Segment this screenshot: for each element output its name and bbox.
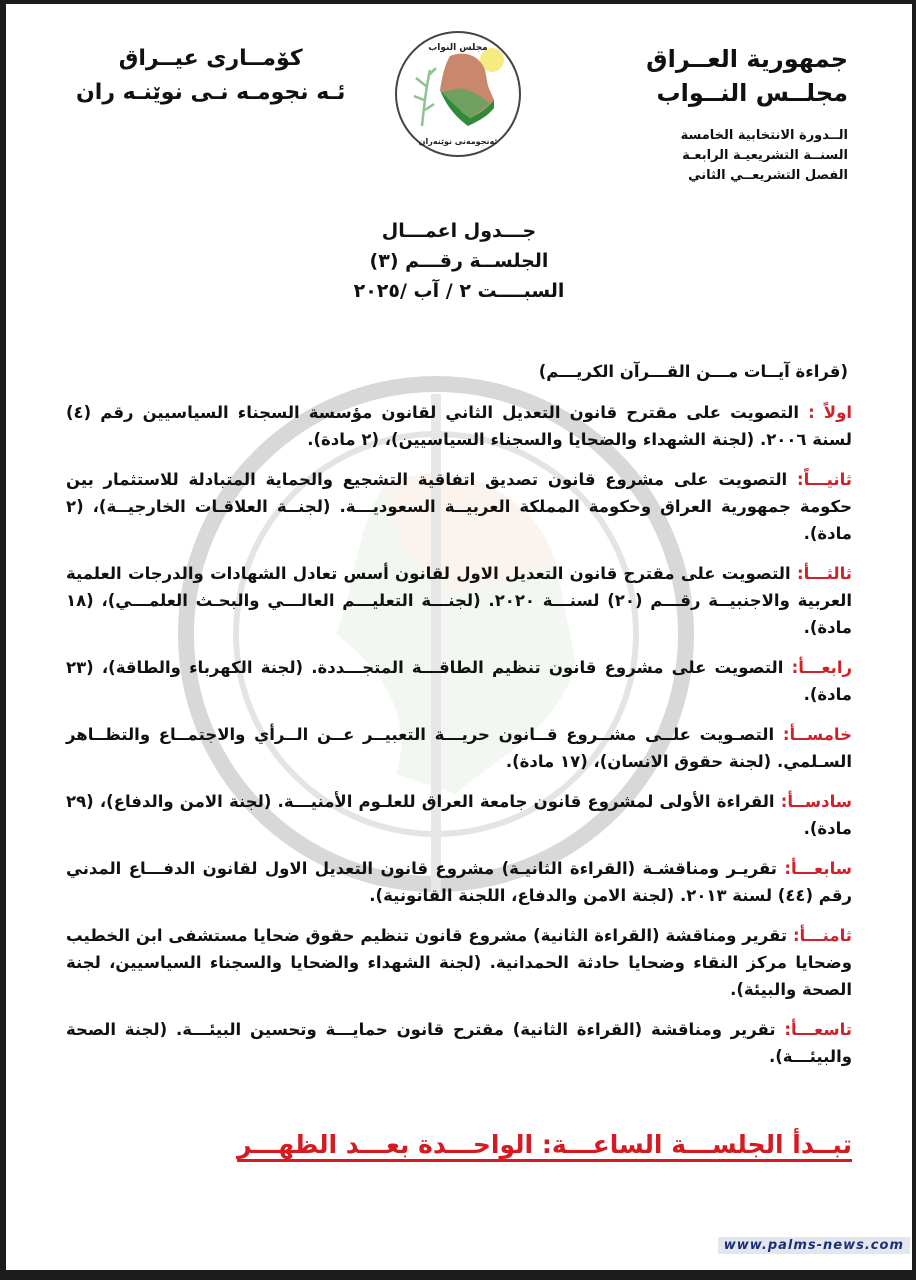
agenda-item-label: خامســأ: (782, 725, 853, 744)
agenda-item-label: تاسعـــأ: (784, 1020, 852, 1039)
electoral-cycle: الــدورة الانتخابية الخامسة (680, 128, 848, 143)
agenda-item-label: رابعـــأ: (791, 658, 852, 677)
agenda-item-text: التصويت على مشروع قانون تصديق اتفاقية التشجيع والحماية المتبادلة للاستثمار بين حكومة جمهورية العراق وحكومة المملكة العربيــة السعوديـــة. (لجنــة العلاقـات الخارجيــة)، (٢ مادة). (66, 470, 852, 543)
agenda-body (66, 358, 852, 1083)
session-date: السبــــت ٢ / آب /٢٠٢٥ (353, 280, 565, 302)
agenda-heading: جـــدول اعمـــال (381, 220, 537, 242)
header-right (646, 42, 848, 186)
quran-reading: (قراءة آيــات مـــن القـــرآن الكريـــم) (538, 362, 848, 381)
country-name-kurdish: كۆمــارى عيــراق (118, 46, 303, 71)
agenda-item-label: ثانيـــاً: (796, 470, 853, 489)
agenda-item (66, 654, 852, 708)
parliament-logo-icon (390, 26, 526, 162)
header-left (76, 42, 345, 110)
council-name-kurdish: ئـه نجومـه نـى نوێنـه ران (76, 80, 346, 105)
agenda-item (66, 922, 852, 1003)
agenda-item-label: سابعـــأ: (784, 859, 852, 878)
council-name: مجلــس النــواب (656, 79, 848, 107)
agenda-item (66, 855, 852, 909)
agenda-items (66, 399, 852, 1070)
agenda-title (6, 216, 912, 306)
agenda-item-label: ثامنـــأ: (792, 926, 852, 945)
agenda-item (66, 1016, 852, 1070)
agenda-item-text: تقرير ومناقشة (القراءة الثانية) مشروع قانون تنظيم حقوق ضحايا مستشفى ابن الخطيب وضحايا مركز النقاء وضحايا حادثة الحمدانية. (لجنة الشهداء والضحايا والسجناء السياسيين، لجنة الصحة والبيئة). (66, 926, 852, 999)
agenda-item-label: ثالثـــأ: (796, 564, 853, 583)
document-page (6, 4, 912, 1270)
logo-bottom-text: ئەنجومەنی نوێنەران (418, 137, 498, 146)
session-number: الجلســة رقـــم (٣) (369, 250, 549, 272)
agenda-item-text: القراءة الأولى لمشروع قانون جامعة العراق للعلـوم الأمنيـــة. (لجنة الامن والدفاع)، (٢٩ مادة). (66, 792, 852, 838)
agenda-item-text: التصويت على مقترح قانون التعديل الثاني لقانون مؤسسة السجناء السياسيين رقم (٤) لسنة ٢٠٠٦. (لجنة الشهداء والضحايا والسجناء السياسيين)، (٢ مادة). (66, 403, 852, 449)
agenda-item-text: تقريـر ومناقشـة (القراءة الثانيـة) مشروع قانون التعديل الاول لقانون الدفـــاع المدني رقم (٤٤) لسنة ٢٠١٣. (لجنة الامن والدفاع، اللجنة القانونية). (66, 859, 852, 905)
agenda-item-text: التصويت على مشروع قانون تنظيم الطاقـــة المتجـــددة. (لجنة الكهرباء والطاقة)، (٢٣ مادة). (66, 658, 852, 704)
agenda-item-label: اولاً : (808, 403, 852, 422)
agenda-item-text: التصـويت علــى مشــروع قــانون حريـــة التعبيــر عــن الــرأي والاجتمــاع والتظــاهر السـلمي. (لجنة حقوق الانسان)، (١٧ مادة). (66, 725, 852, 771)
logo-top-text: مجلس النواب (428, 43, 488, 53)
country-name: جمهورية العــراق (646, 45, 848, 73)
agenda-item (66, 399, 852, 453)
agenda-item (66, 788, 852, 842)
session-start-time: تبــدأ الجلســـة الساعـــة: الواحـــدة بعـــد الظهـــر (237, 1130, 852, 1159)
agenda-item-text: تقرير ومناقشة (القراءة الثانية) مقترح قانون حمايـــة وتحسين البيئـــة. (لجنة الصحة والبيئـــة). (66, 1020, 852, 1066)
legislative-year: السنــة التشريعيـة الرابعـة (682, 148, 848, 163)
agenda-item (66, 466, 852, 547)
agenda-item-text: التصويت على مقترح قانون التعديل الاول لقانون أسس تعادل الشهادات والدرجات العلمية العربية والاجنبيــة رقـــم (٢٠) لسنـــة ٢٠٢٠. (لجنـــة التعليـــم العالـــي والبحـث العلمـــي)، (١٨ مادة). (66, 564, 852, 637)
agenda-item-label: سادســأ: (780, 792, 852, 811)
source-watermark: www.palms-news.com (718, 1237, 910, 1254)
agenda-item (66, 560, 852, 641)
agenda-item (66, 721, 852, 775)
legislative-term: الفصل التشريعــي الثاني (688, 168, 848, 183)
